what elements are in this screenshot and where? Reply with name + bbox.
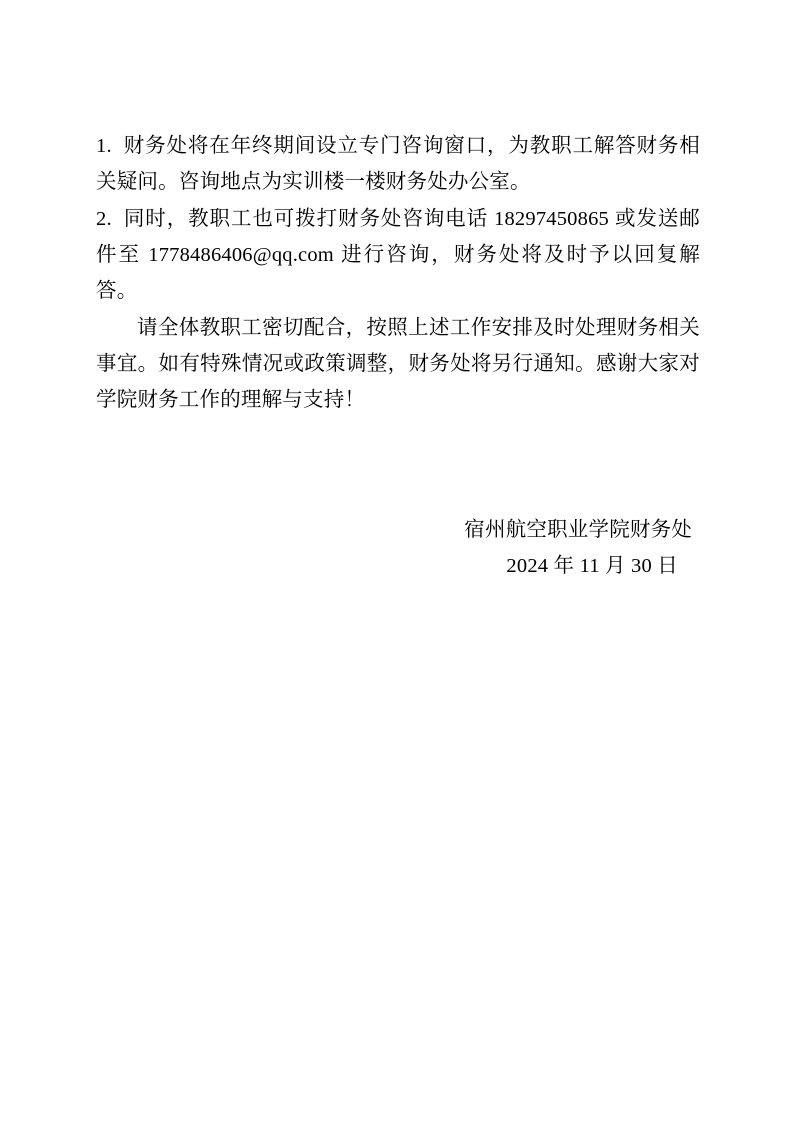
paragraph-item-1: 1. 财务处将在年终期间设立专门咨询窗口，为教职工解答财务相关疑问。咨询地点为实训楼一楼财务处办公室。 bbox=[96, 135, 700, 193]
paragraph-closing: 请全体教职工密切配合，按照上述工作安排及时处理财务相关事宜。如有特殊情况或政策调整，财务处将另行通知。感谢大家对学院财务工作的理解与支持！ bbox=[96, 317, 700, 411]
signature-block bbox=[96, 512, 700, 584]
signature-organization: 宿州航空职业学院财务处 bbox=[464, 519, 692, 541]
paragraph-item-2: 2. 同时，教职工也可拨打财务处咨询电话 18297450865 或发送邮件至 1778486406@qq.com 进行咨询，财务处将及时予以回复解答。 bbox=[96, 208, 700, 302]
signature-date: 2024 年 11 月 30 日 bbox=[506, 555, 678, 577]
document-body bbox=[96, 128, 700, 418]
